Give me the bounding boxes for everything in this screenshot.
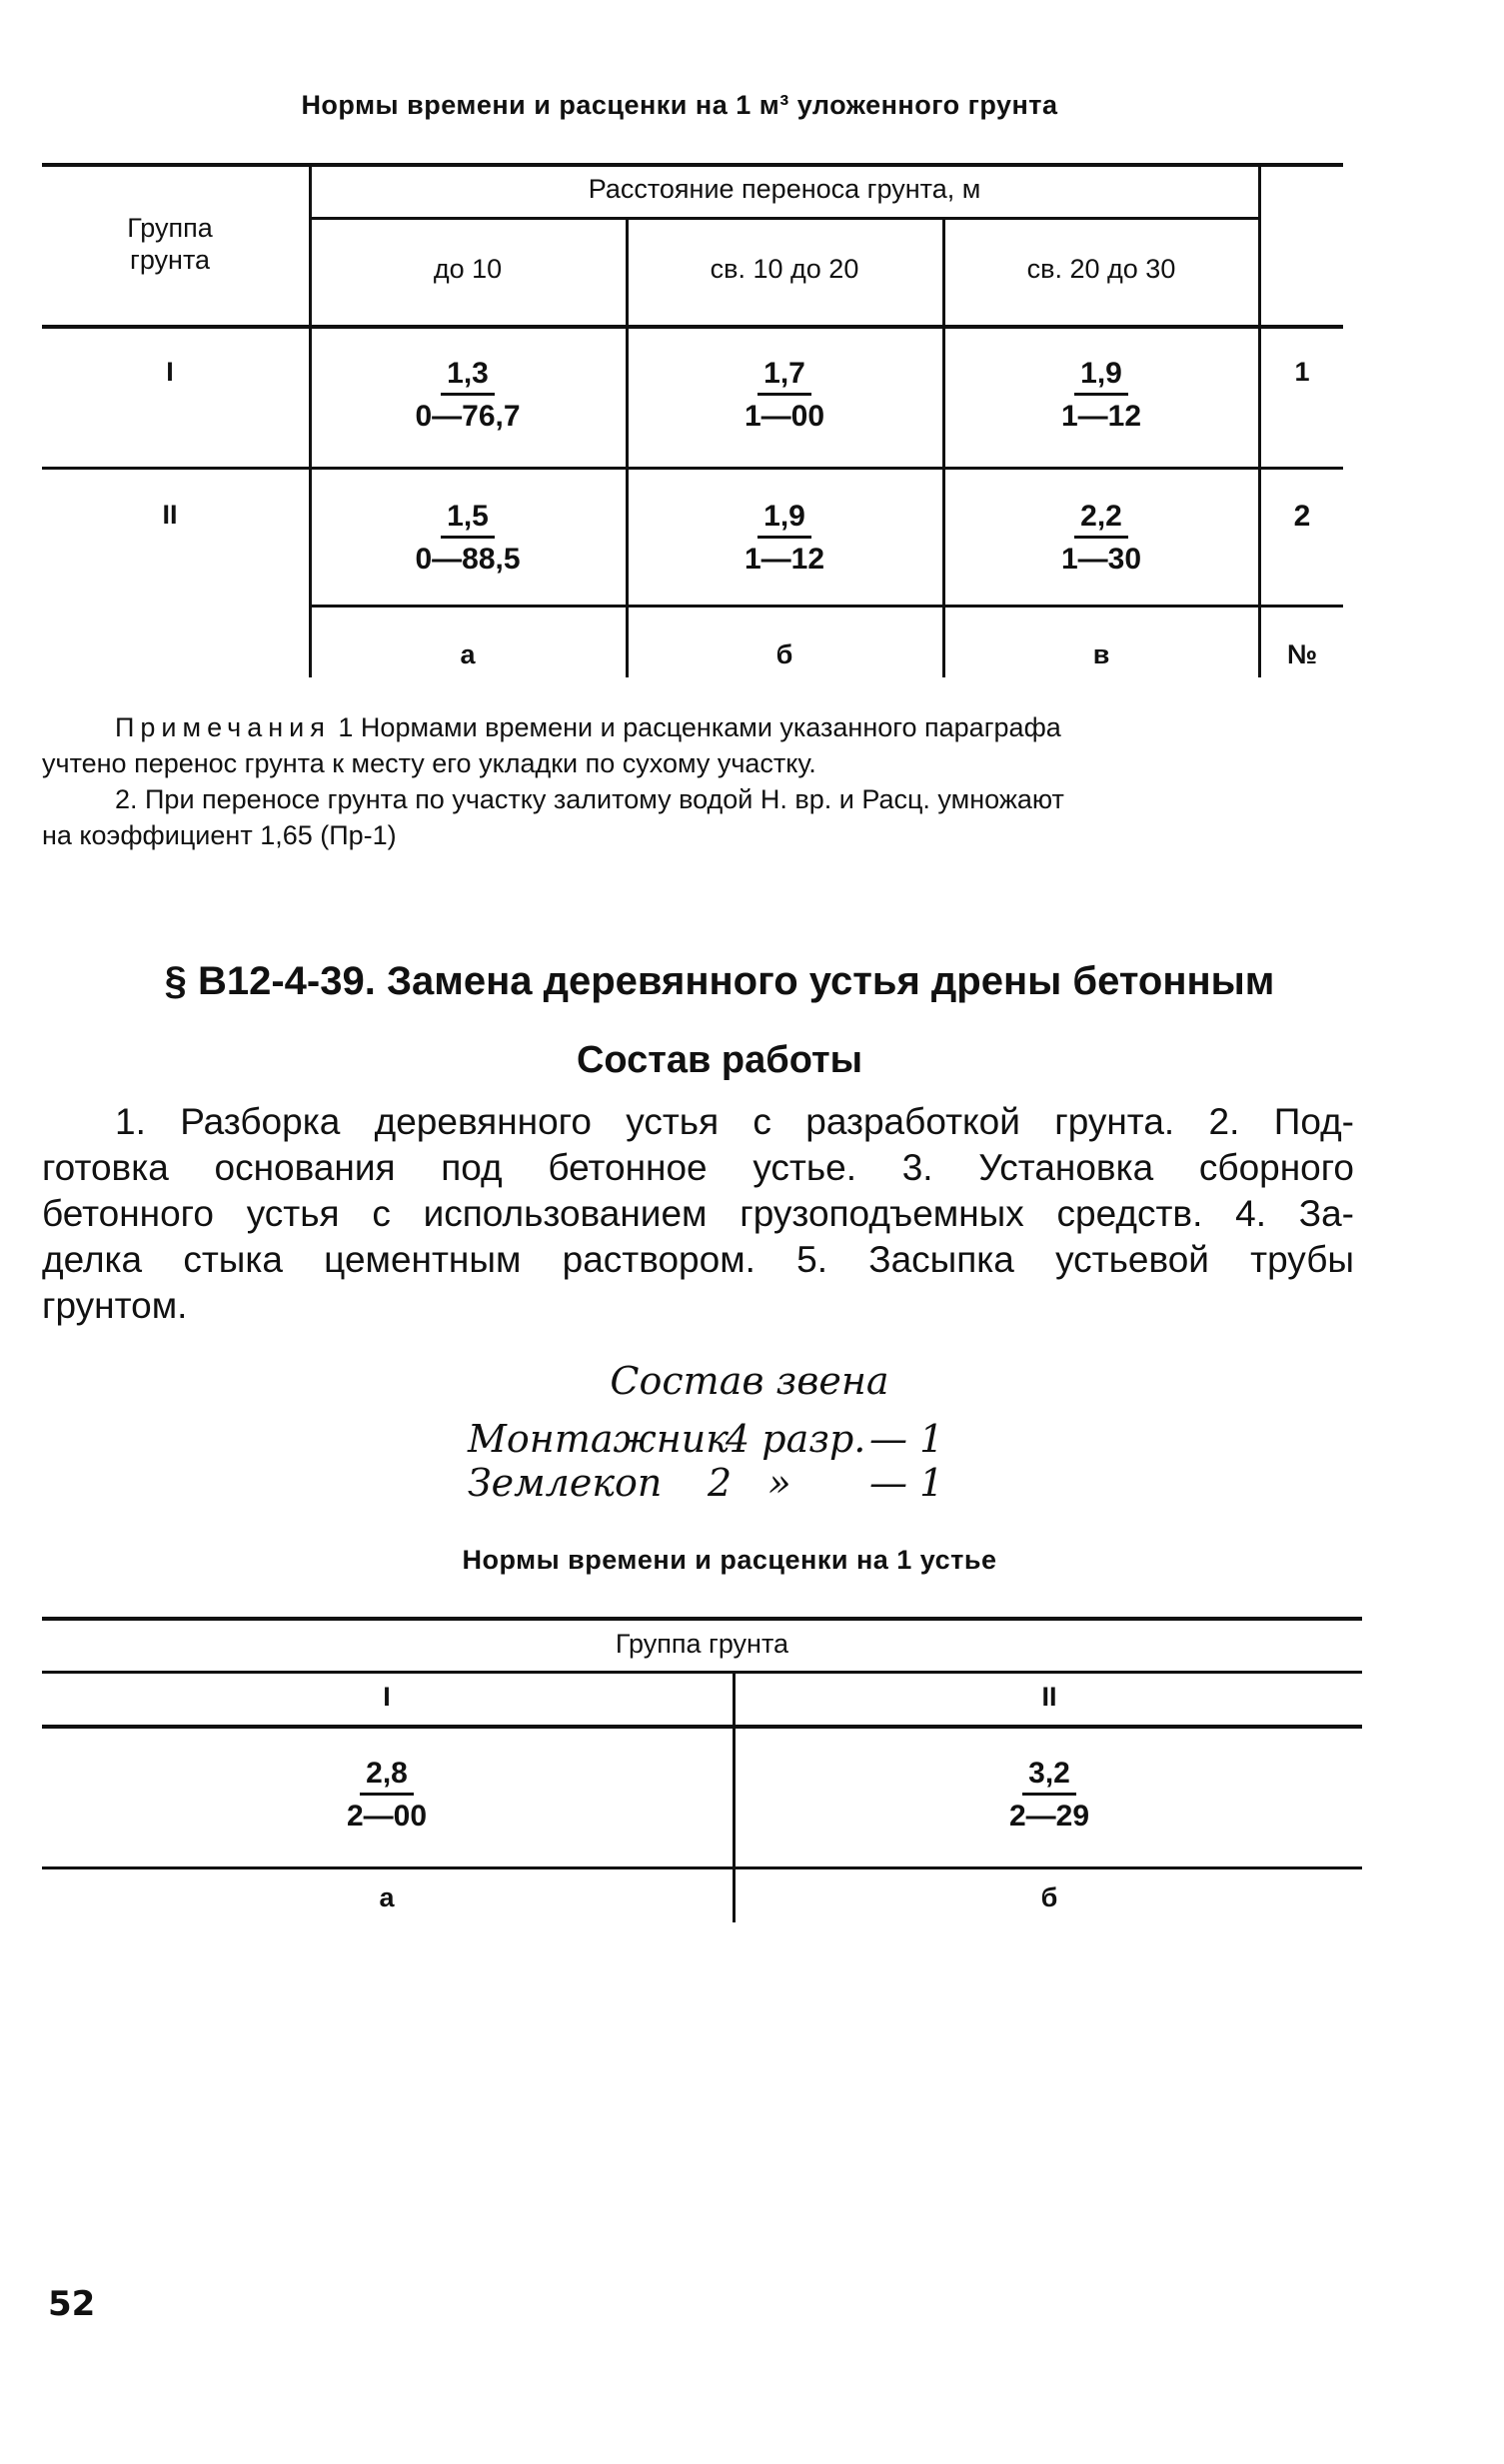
work-line: бетонного устья с использованием грузоподъемных средств. 4. За- (42, 1193, 1354, 1234)
page-number: 52 (48, 2284, 96, 2324)
work-line: готовка основания под бетонное устье. 3. Установка сборного (42, 1147, 1354, 1188)
table2-header: Группа грунта (615, 1629, 789, 1659)
table1-col-header: св. 20 до 30 (1026, 254, 1176, 284)
table1-top-rule (42, 163, 1343, 167)
rate: 1—12 (744, 543, 825, 576)
table2-group: I (383, 1682, 391, 1712)
table2-caption: Нормы времени и расценки на 1 устье (462, 1545, 997, 1575)
note-2-cont: на коэффициент 1,65 (Пр-1) (42, 820, 397, 850)
table2-subheader-rule (42, 1725, 1362, 1729)
table2-column-letter: а (379, 1882, 395, 1912)
work-line: делка стыка цементным раствором. 5. Засыпка устьевой трубы (42, 1239, 1354, 1280)
rate: 2—29 (1008, 1800, 1090, 1833)
table1-number-label: № (1286, 639, 1318, 669)
rate: 1—00 (744, 400, 825, 433)
work-heading: Состав работы (576, 1039, 863, 1081)
table1-group-label: II (162, 500, 178, 530)
norm-time: 3,2 (1022, 1757, 1076, 1796)
rate: 1—12 (1060, 400, 1142, 433)
table1-vline (1258, 163, 1261, 677)
rate: 0—76,7 (415, 400, 521, 433)
crew-count: — 1 (869, 1417, 944, 1461)
note-1: 1 Нормами времени и расценками указанного параграфа (338, 712, 1061, 742)
section-title: § В12-4-39. Замена деревянного устья дрены бетонным (164, 959, 1275, 1003)
table1-col-header: до 10 (433, 254, 503, 284)
note-1-cont: учтено перенос грунта к месту его укладки по сухому участку. (42, 748, 816, 778)
table1-row-rule (42, 467, 1343, 470)
table1-value (629, 500, 940, 577)
table2-vline (733, 1671, 736, 1922)
table1-column-letter: б (775, 639, 793, 669)
crew-count: — 1 (869, 1461, 944, 1505)
norm-time: 2,8 (360, 1757, 414, 1796)
norm-time: 1,5 (441, 500, 495, 539)
table1-vline (942, 217, 945, 677)
table2-top-rule (42, 1617, 1362, 1621)
table1-vline (626, 217, 629, 677)
rate: 1—30 (1060, 543, 1142, 576)
table1-subheader-rule (310, 217, 1259, 220)
note-2: 2. При переносе грунта по участку залитому водой Н. вр. и Расц. умножают (115, 784, 1064, 814)
table1-group-header: Группа грунта (127, 213, 213, 275)
work-line: 1. Разборка деревянного устья с разработкой грунта. 2. Под- (115, 1101, 1354, 1142)
norm-time: 1,3 (441, 357, 495, 396)
crew-grade: 2 » (708, 1461, 791, 1505)
table1-value (312, 357, 624, 434)
notes (115, 709, 1354, 745)
norm-time: 1,7 (757, 357, 811, 396)
table2-value (737, 1757, 1362, 1834)
table1-column-letter: а (460, 639, 476, 669)
table1-value (945, 500, 1257, 577)
table1-value (629, 357, 940, 434)
rate: 0—88,5 (415, 543, 521, 576)
table1-value (945, 357, 1257, 434)
table2-group: II (1041, 1682, 1057, 1712)
norm-time: 1,9 (757, 500, 811, 539)
table1-value (312, 500, 624, 577)
table2-bottom-rule (42, 1866, 1362, 1869)
table2-column-letter: б (1040, 1882, 1058, 1912)
table1-column-letter: в (1092, 639, 1110, 669)
table1-caption: Нормы времени и расценки на 1 м³ уложенного грунта (301, 90, 1058, 120)
table1-bottom-rule (310, 605, 1343, 608)
rate: 2—00 (346, 1800, 428, 1833)
table1-col-header: св. 10 до 20 (710, 254, 859, 284)
crew-role: Монтажник (468, 1417, 729, 1461)
norm-time: 1,9 (1074, 357, 1128, 396)
table2-value (42, 1757, 732, 1834)
notes-label: Примечания (115, 712, 331, 742)
table2-header-rule (42, 1671, 1362, 1674)
table1-header-rule (42, 325, 1343, 329)
crew-heading: Состав звена (610, 1359, 889, 1403)
work-line: грунтом. (42, 1285, 188, 1326)
table1-group-label: I (166, 357, 174, 387)
crew-grade: 4 разр. (726, 1417, 866, 1461)
table1-row-number: 2 (1293, 500, 1311, 533)
crew-role: Землекоп (468, 1461, 663, 1505)
norm-time: 2,2 (1074, 500, 1128, 539)
table1-distance-header: Расстояние переноса грунта, м (588, 174, 981, 204)
table1-row-number: 1 (1294, 357, 1310, 387)
